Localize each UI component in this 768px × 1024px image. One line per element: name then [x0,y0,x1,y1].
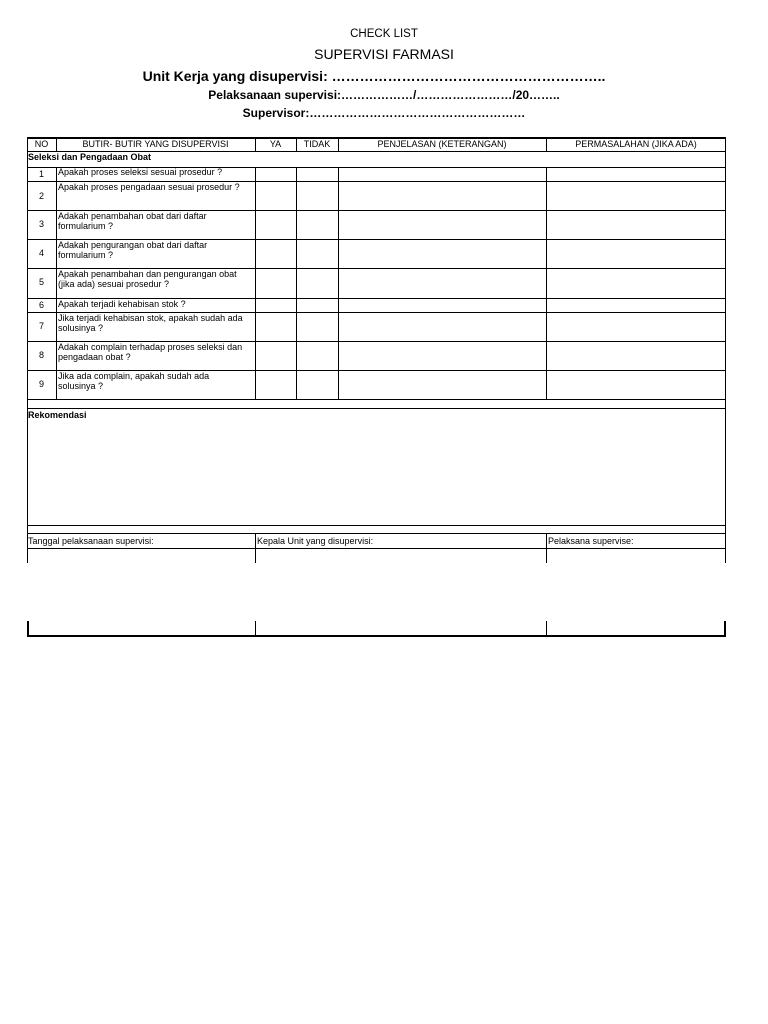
col-header-permasalahan: PERMASALAHAN (JIKA ADA) [575,139,697,149]
row-number: 1 [38,169,44,179]
signature-label-bottom-line [27,548,726,549]
hdr-divider [338,137,339,151]
col-header-penjelasan: PENJELASAN (KETERANGAN) [377,139,507,149]
col-header-no: NO [34,139,49,149]
sig-divider [546,533,547,563]
col-divider [255,167,256,399]
kepala-label: Kepala Unit yang disupervisi: [257,536,374,546]
row-question: Apakah proses seleksi sesuai prosedur ? [58,167,223,177]
col-divider [296,167,297,399]
row-question: Jika ada complain, apakah sudah ada solusinya ? [58,371,210,391]
pelaksana-label: Pelaksana supervise: [548,536,634,546]
section-title: Seleksi dan Pengadaan Obat [28,152,152,162]
col-header-butir: BUTIR- BUTIR YANG DISUPERVISI [82,139,229,149]
checklist-sheet [27,137,726,637]
hdr-divider [56,137,57,151]
col-header-ya: YA [269,139,282,149]
row-question: Adakah penambahan obat dari daftar formularium ? [58,211,207,231]
supervisor-line: Supervisor:……………………………………………… [242,106,526,120]
row-question: Adakah complain terhadap proses seleksi dan pengadaan obat ? [58,342,243,362]
row-number: 2 [38,191,44,201]
row-number: 9 [38,379,44,389]
row-number: 6 [38,300,44,310]
col-divider [56,167,57,399]
col-header-tidak: TIDAK [303,139,331,149]
col-divider [338,167,339,399]
doc-title-checklist: CHECK LIST [350,28,418,40]
row-number: 7 [38,321,44,331]
sig-divider [255,533,256,563]
row-question: Adakah pengurangan obat dari daftar formularium ? [58,240,208,260]
row-number: 8 [38,350,44,360]
hdr-divider [296,137,297,151]
pelaksanaan-line: Pelaksanaan supervisi:………………/……………………/20…….. [208,88,560,102]
sig-box-divider [546,621,547,636]
rekomendasi-bottom-line [27,525,726,526]
tanggal-label: Tanggal pelaksanaan supervisi: [28,536,154,546]
hdr-divider [546,137,547,151]
row-question: Jika terjadi kehabisan stok, apakah sudah ada solusinya ? [58,313,243,333]
row-question: Apakah penambahan dan pengurangan obat (jika ada) sesuai prosedur ? [58,269,237,289]
unit-kerja-line: Unit Kerja yang disupervisi: ………………………………………………….. [142,68,606,84]
row-line [27,399,726,400]
rekomendasi-label: Rekomendasi [28,410,87,420]
row-number: 5 [38,277,44,287]
row-question: Apakah terjadi kehabisan stok ? [58,299,186,309]
sig-box-divider [255,621,256,636]
row-question: Apakah proses pengadaan sesuai prosedur ? [58,182,240,192]
row-line [27,408,726,409]
hdr-divider [255,137,256,151]
table-right-border [725,137,726,563]
doc-title-supervisi-farmasi: SUPERVISI FARMASI [314,46,454,62]
sig-box-bottom [27,635,726,637]
row-number: 3 [38,219,44,229]
row-number: 4 [38,248,44,258]
signature-top-line [27,533,726,534]
col-divider [546,167,547,399]
